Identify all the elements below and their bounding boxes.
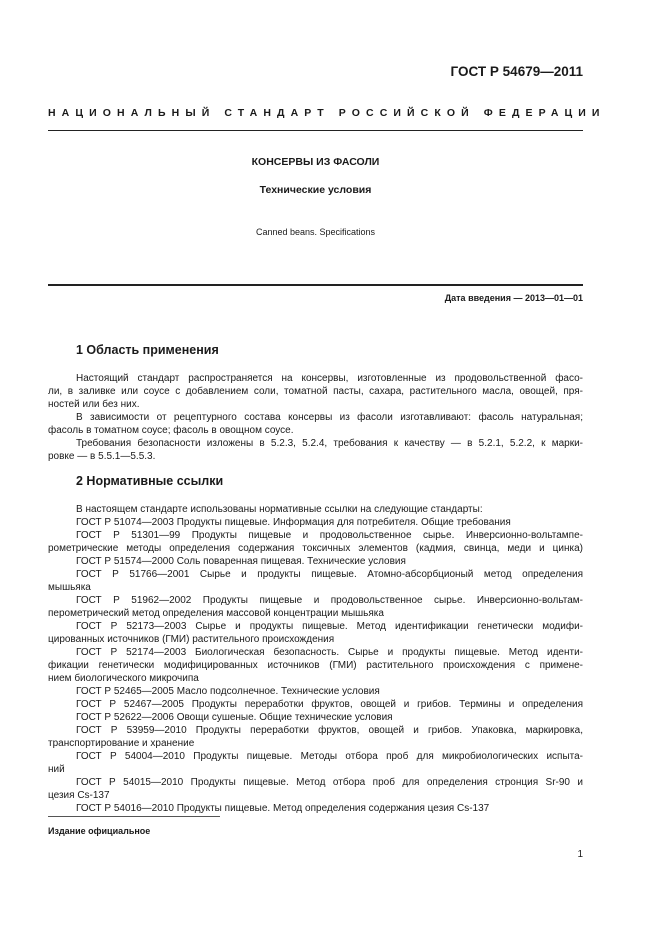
introduction-date: Дата введения — 2013—01—01 [444, 293, 583, 303]
section-2-heading: 2 Нормативные ссылки [76, 474, 224, 488]
reference-line: нием биологического микрочипа [48, 673, 199, 684]
reference-line: цезия Cs-137 [48, 790, 110, 801]
reference-line: ГОСТ Р 51962—2002 Продукты пищевые и продовольственное сырье. Инверсионно-вольтам- [76, 595, 583, 606]
reference-line: ГОСТ Р 52622—2006 Овощи сушеные. Общие технические условия [76, 712, 393, 723]
national-standard-banner: НАЦИОНАЛЬНЫЙ СТАНДАРТ РОССИЙСКОЙ ФЕДЕРАЦИИ [48, 107, 606, 119]
reference-line: ГОСТ Р 51574—2000 Соль поваренная пищевая. Технические условия [76, 556, 406, 567]
english-title: Canned beans. Specifications [255, 227, 376, 237]
reference-line: мышьяка [48, 582, 91, 593]
document-title: КОНСЕРВЫ ИЗ ФАСОЛИ [251, 156, 380, 168]
text-line: В зависимости от рецептурного состава консервы из фасоли изготавливают: фасоль натуральная; [76, 412, 583, 423]
text-line: ровке — в 5.5.1—5.5.3. [48, 451, 156, 462]
text-line: ли, в заливке или соусе с добавлением соли, томатной пасты, сахара, растительного масла, овощей, пря- [48, 386, 583, 397]
reference-line: рометрические методы определения содержания токсичных элементов (кадмия, свинца, меди и цинка) [48, 543, 583, 554]
official-edition-label: Издание официальное [48, 826, 151, 836]
reference-line: ГОСТ Р 51074—2003 Продукты пищевые. Информация для потребителя. Общие требования [76, 517, 511, 528]
reference-line: перометрический метод определения массовой концентрации мышьяка [48, 608, 384, 619]
reference-line: цированных источников (ГМИ) растительного происхождения [48, 634, 335, 645]
reference-line: ГОСТ Р 52467—2005 Продукты переработки фруктов, овощей и грибов. Термины и определения [76, 699, 583, 710]
text-line: ностей или без них. [48, 399, 140, 410]
footer-divider [48, 816, 220, 817]
reference-line: ГОСТ Р 54004—2010 Продукты пищевые. Методы отбора проб для микробиологических испыта- [76, 751, 583, 762]
top-divider [48, 130, 583, 131]
reference-line: ГОСТ Р 52174—2003 Биологическая безопасность. Сырье и продукты пищевые. Метод иденти- [76, 647, 583, 658]
reference-line: ГОСТ Р 52465—2005 Масло подсолнечное. Технические условия [76, 686, 380, 697]
section-2-body [48, 503, 583, 815]
gost-identifier: ГОСТ Р 54679—2011 [450, 64, 583, 79]
reference-line: ний [48, 764, 65, 775]
reference-line: ГОСТ Р 53959—2010 Продукты переработки фруктов, овощей и грибов. Упаковка, маркировка, [76, 725, 583, 736]
text-line: Требования безопасности изложены в 5.2.3, 5.2.4, требования к качеству — в 5.2.1, 5.2.2, к марки- [76, 438, 583, 449]
reference-line: ГОСТ Р 52173—2003 Сырье и продукты пищевые. Метод идентификации генетически модифи- [76, 621, 583, 632]
reference-line: ГОСТ Р 51301—99 Продукты пищевые и продовольственное сырье. Инверсионно-вольтампе- [76, 530, 583, 541]
title-divider [48, 284, 583, 286]
text-line: фасоль в томатном соусе; фасоль в овощном соусе. [48, 425, 294, 436]
reference-line: ГОСТ Р 54015—2010 Продукты пищевые. Метод отбора проб для определения стронция Sr-90 и [76, 777, 583, 788]
section-1-heading: 1 Область применения [76, 343, 219, 357]
reference-line: ГОСТ Р 51766—2001 Сырье и продукты пищевые. Атомно-абсорбционый метод определения [76, 569, 583, 580]
text-line: Настоящий стандарт распространяется на консервы, изготовленные из продовольственной фасо- [76, 373, 583, 384]
text-line: В настоящем стандарте использованы нормативные ссылки на следующие стандарты: [76, 504, 483, 515]
reference-line: фикации генетически модифицированных источников (ГМИ) растительного происхождения с примене- [48, 660, 583, 671]
section-1-body [48, 372, 583, 463]
reference-line: ГОСТ Р 54016—2010 Продукты пищевые. Метод определения содержания цезия Cs-137 [76, 803, 490, 814]
document-subtitle: Технические условия [259, 184, 372, 196]
page-number: 1 [577, 849, 583, 860]
reference-line: транспортирование и хранение [48, 738, 195, 749]
